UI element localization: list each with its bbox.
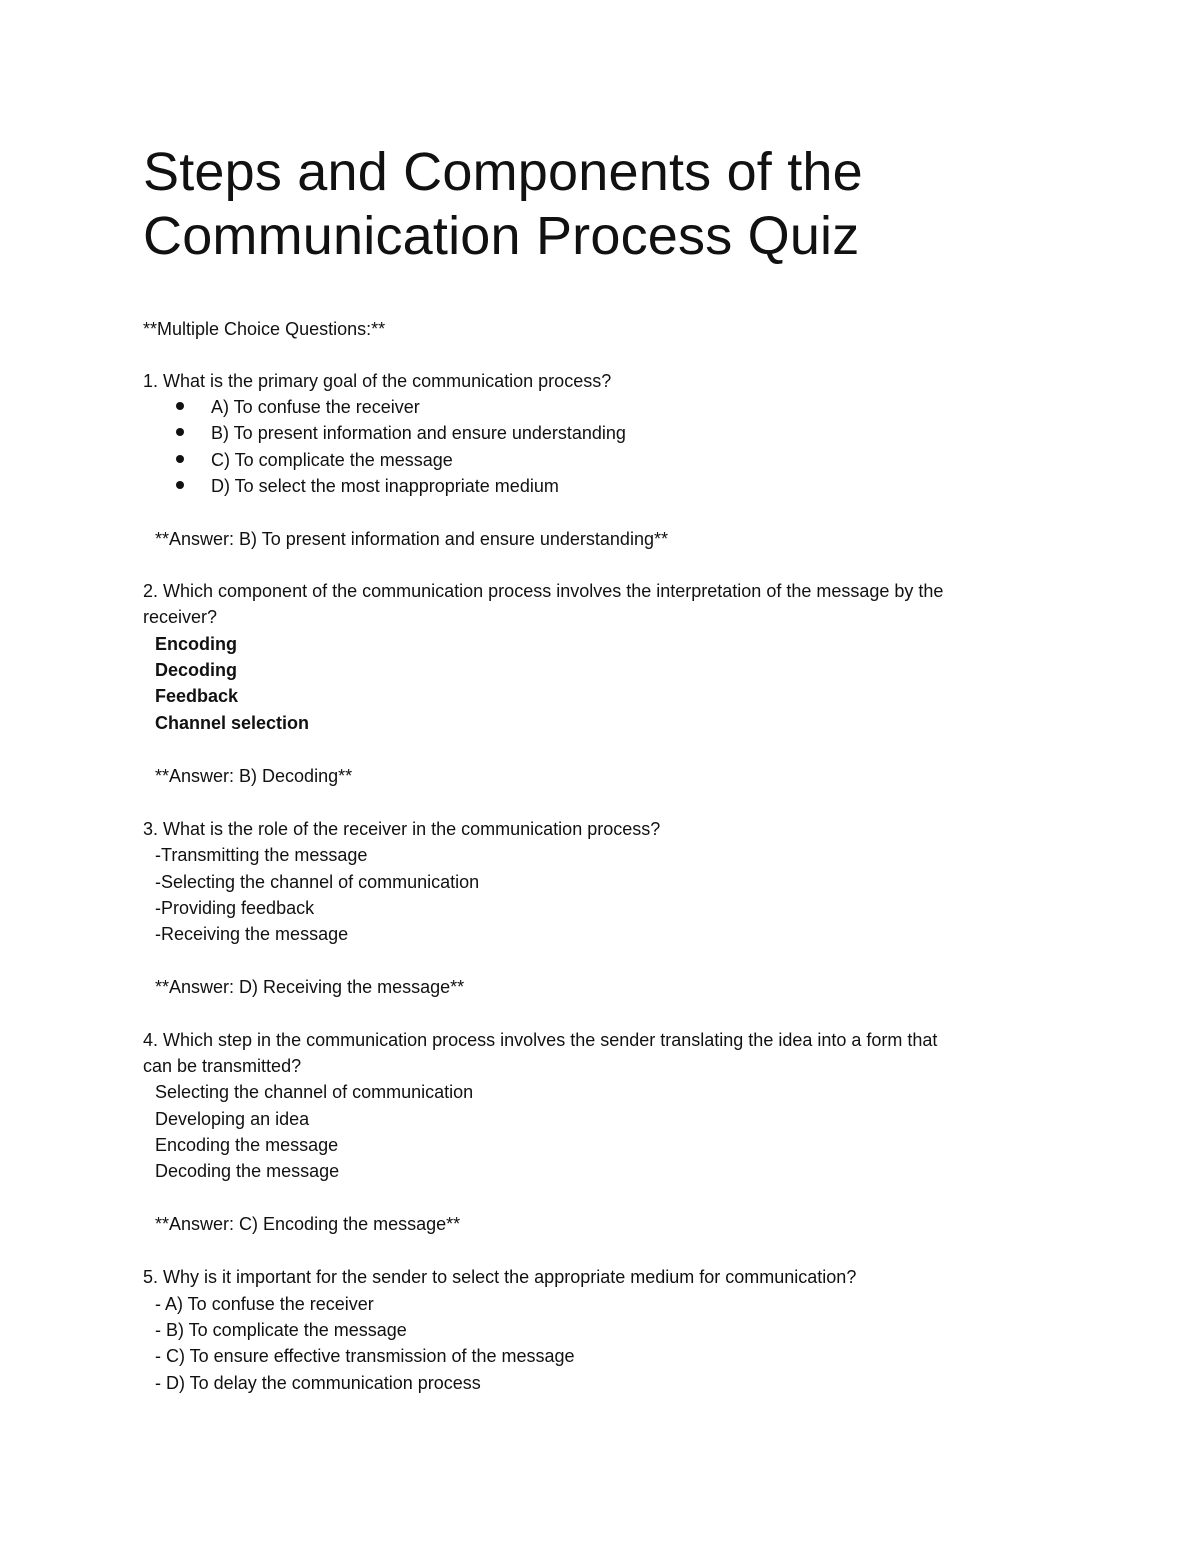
question-2-text-line-2: receiver? [143, 607, 218, 627]
question-4-text-line-1: 4. Which step in the communication process involves the sender translating the idea into a form that [143, 1030, 938, 1050]
title-line-1: Steps and Components of the [143, 142, 863, 202]
question-1-option-a: A) To confuse the receiver [211, 397, 420, 417]
question-3-text: 3. What is the role of the receiver in the communication process? [143, 819, 661, 839]
bullet-icon [176, 428, 184, 436]
question-4-option-b: Developing an idea [155, 1109, 310, 1129]
section-heading: **Multiple Choice Questions:** [143, 319, 386, 339]
title-line-2: Communication Process Quiz [143, 206, 860, 266]
question-5-option-d: - D) To delay the communication process [155, 1373, 481, 1393]
question-5-option-a: - A) To confuse the receiver [155, 1294, 374, 1314]
question-2-text-line-1: 2. Which component of the communication process involves the interpretation of the message by the [143, 581, 944, 601]
page-title [143, 140, 1063, 268]
question-2-option-a: Encoding [155, 634, 237, 654]
question-3-option-c: -Providing feedback [155, 898, 315, 918]
question-1-option-d: D) To select the most inappropriate medium [211, 476, 559, 496]
question-1-answer: **Answer: B) To present information and ensure understanding** [155, 529, 668, 549]
question-2-option-d: Channel selection [155, 713, 310, 733]
question-4-option-a: Selecting the channel of communication [155, 1082, 474, 1102]
question-1-text: 1. What is the primary goal of the communication process? [143, 371, 612, 391]
question-1-option-b: B) To present information and ensure understanding [211, 423, 626, 443]
question-4-text-line-2: can be transmitted? [143, 1056, 302, 1076]
question-2-option-b: Decoding [155, 660, 238, 680]
question-2-option-c: Feedback [155, 686, 239, 706]
question-4-option-c: Encoding the message [155, 1135, 339, 1155]
question-5-option-b: - B) To complicate the message [155, 1320, 407, 1340]
question-3-option-a: -Transmitting the message [155, 845, 368, 865]
question-3-option-d: -Receiving the message [155, 924, 349, 944]
bullet-icon [176, 455, 184, 463]
bullet-icon [176, 402, 184, 410]
question-3-option-b: -Selecting the channel of communication [155, 872, 480, 892]
question-2-answer: **Answer: B) Decoding** [155, 766, 353, 786]
question-4-option-d: Decoding the message [155, 1161, 340, 1181]
question-1-option-c: C) To complicate the message [211, 450, 453, 470]
question-3-answer: **Answer: D) Receiving the message** [155, 977, 465, 997]
question-4-answer: **Answer: C) Encoding the message** [155, 1214, 461, 1234]
bullet-icon [176, 481, 184, 489]
question-5-text: 5. Why is it important for the sender to select the appropriate medium for communication? [143, 1267, 857, 1287]
question-5-option-c: - C) To ensure effective transmission of the message [155, 1346, 575, 1366]
